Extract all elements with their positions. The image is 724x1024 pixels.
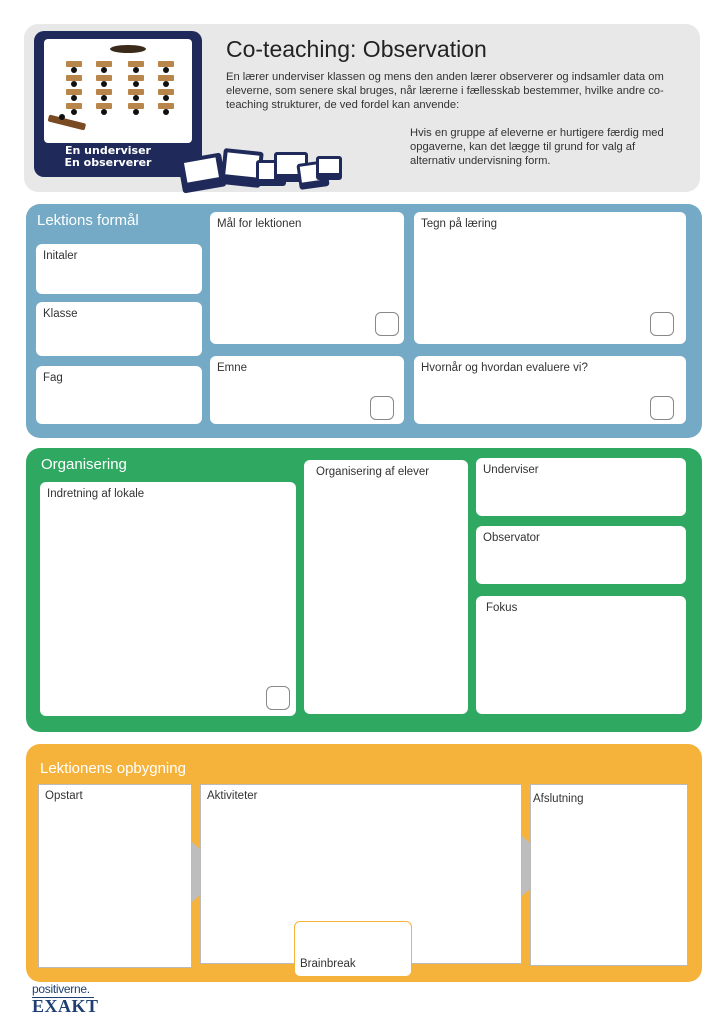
logo-bottom: EXAKT	[32, 996, 99, 1016]
observator-field[interactable]	[476, 526, 686, 584]
maal-field[interactable]	[210, 212, 404, 344]
lektion-title: Lektions formål	[37, 212, 139, 229]
initialer-field[interactable]	[36, 244, 202, 294]
evaluere-label: Hvornår og hvordan evaluere vi?	[421, 362, 588, 374]
klasse-field[interactable]	[36, 302, 202, 356]
klasse-label: Klasse	[43, 308, 78, 320]
lokale-checkbox[interactable]	[266, 686, 290, 710]
fag-label: Fag	[43, 372, 63, 384]
fag-field[interactable]	[36, 366, 202, 424]
afslutning-label: Afslutning	[533, 793, 584, 805]
card-caption	[34, 145, 182, 169]
classroom-illustration	[44, 39, 192, 143]
page-title: Co-teaching: Observation	[226, 36, 487, 62]
underviser-field[interactable]	[476, 458, 686, 516]
underviser-label: Underviser	[483, 464, 539, 476]
card-caption-line2: En observerer	[64, 156, 152, 169]
logo-top: positiverne.	[32, 982, 90, 996]
mini-cards-icon	[176, 146, 346, 194]
opstart-label: Opstart	[45, 790, 83, 802]
fokus-label: Fokus	[486, 602, 518, 614]
brainbreak-label: Brainbreak	[300, 958, 356, 970]
emne-field[interactable]	[210, 356, 404, 424]
tegn-label: Tegn på læring	[421, 218, 498, 230]
maal-label: Mål for lektionen	[217, 218, 302, 230]
opbygning-title: Lektionens opbygning	[40, 760, 186, 777]
brainbreak-field[interactable]	[294, 921, 412, 977]
elever-field[interactable]	[304, 460, 468, 714]
opstart-field[interactable]	[38, 784, 192, 968]
afslutning-field[interactable]	[530, 784, 688, 966]
fokus-field[interactable]	[476, 596, 686, 714]
example-text: Hvis en gruppe af eleverne er hurtigere færdig med opgaverne, kan det lægge til grund for valg af alternativ undervisning form.	[410, 127, 664, 167]
emne-label: Emne	[217, 362, 248, 374]
aktiviteter-label: Aktiviteter	[207, 790, 258, 802]
evaluere-field[interactable]	[414, 356, 686, 424]
intro-text: En lærer underviser klassen og mens den anden lærer observerer og indsamler data om eleverne, som senere skal bruges, når lærerne i fællesskab bestemmer, hvilke andre co-teaching strukturer, de ved fordel kan anvende:	[226, 71, 664, 111]
maal-checkbox[interactable]	[375, 312, 399, 336]
initialer-label: Initaler	[43, 250, 78, 262]
card-caption-line1: En underviser	[65, 144, 151, 157]
evaluere-checkbox[interactable]	[650, 396, 674, 420]
emne-checkbox[interactable]	[370, 396, 394, 420]
classroom-desks-icon	[44, 39, 192, 143]
observator-label: Observator	[483, 532, 540, 544]
elever-label: Organisering af elever	[316, 466, 430, 478]
tegn-checkbox[interactable]	[650, 312, 674, 336]
organisering-title: Organisering	[41, 456, 127, 473]
tegn-field[interactable]	[414, 212, 686, 344]
lokale-field[interactable]	[40, 482, 296, 716]
lokale-label: Indretning af lokale	[47, 488, 145, 500]
